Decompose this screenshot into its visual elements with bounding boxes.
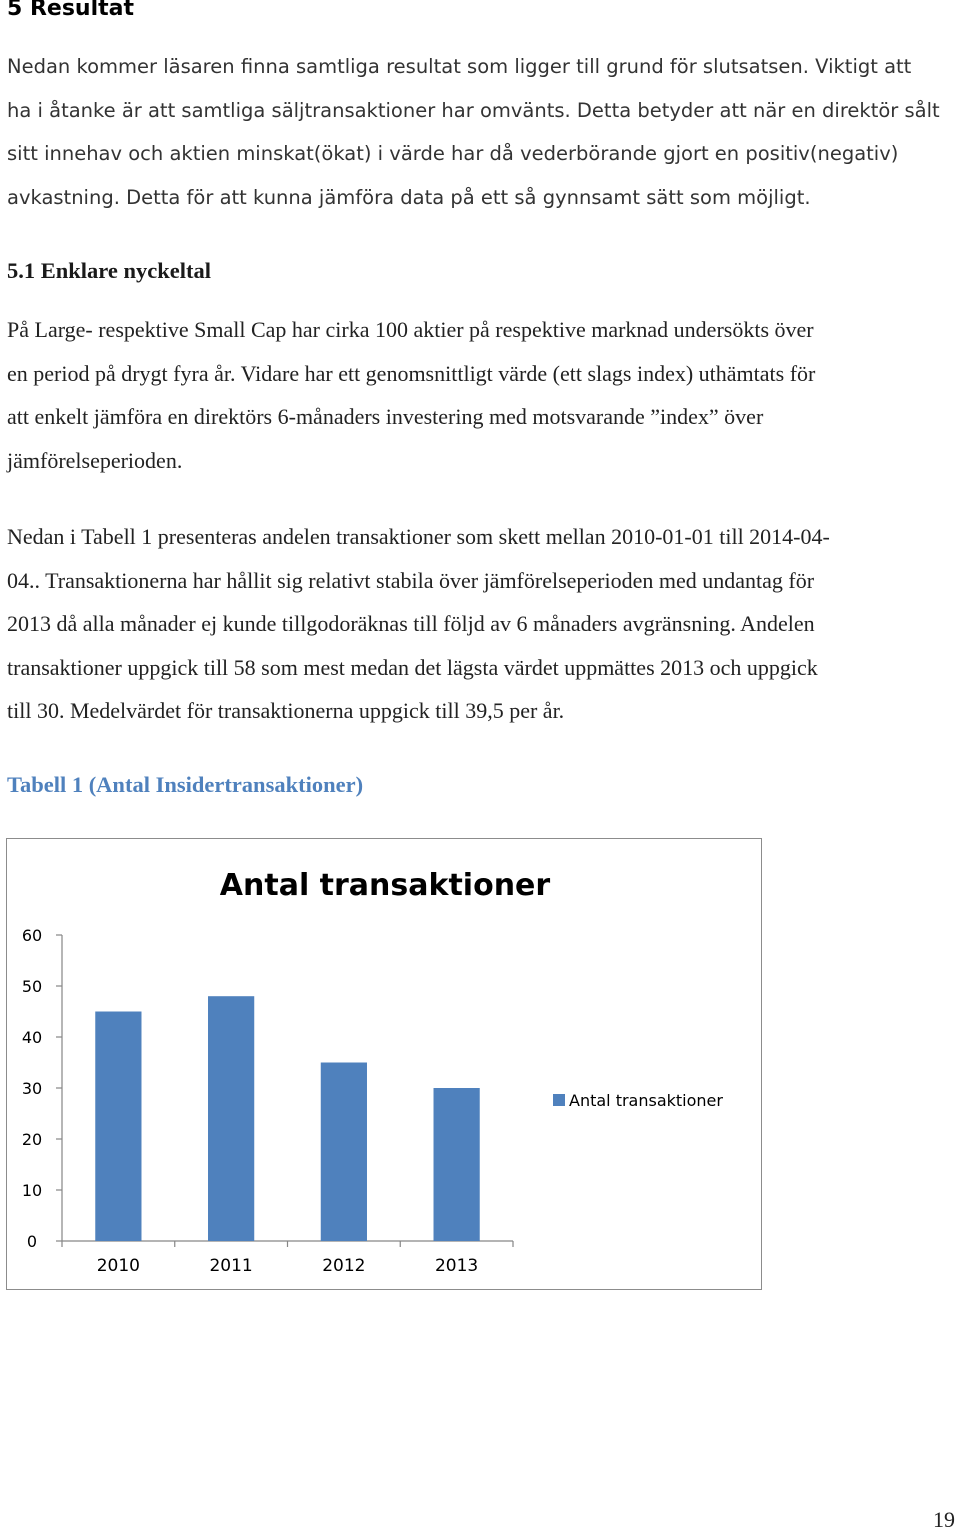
bar bbox=[95, 1012, 141, 1242]
subsection-heading: 5.1 Enklare nyckeltal bbox=[7, 258, 211, 283]
text-line: sitt innehav och aktien minskat(ökat) i värde har då vederbörande gjort en positiv(negativ) bbox=[7, 142, 899, 165]
text-line: Nedan kommer läsaren finna samtliga resultat som ligger till grund för slutsatsen. Viktigt att bbox=[7, 55, 912, 78]
x-tick-label: 2013 bbox=[434, 1256, 479, 1276]
text-line: att enkelt jämföra en direktörs 6-månaders investering med motsvarande ”index” över bbox=[7, 404, 764, 429]
text-line: en period på drygt fyra år. Vidare har ett genomsnittligt värde (ett slags index) uthämtats för bbox=[7, 360, 816, 386]
y-tick-label: 50 bbox=[21, 977, 43, 996]
text-line: Nedan i Tabell 1 presenteras andelen transaktioner som skett mellan 2010-01-01 till 2014-04- bbox=[7, 524, 830, 549]
bar bbox=[208, 996, 254, 1241]
x-tick-label: 2011 bbox=[209, 1256, 253, 1276]
text-line: jämförelseperioden. bbox=[7, 447, 183, 473]
y-tick-label: 20 bbox=[21, 1130, 43, 1149]
text-line: På Large- respektive Small Cap har cirka 100 aktier på respektive marknad undersökts över bbox=[7, 317, 814, 342]
key-figures-paragraph bbox=[7, 308, 952, 482]
text-line: 2013 då alla månader ej kunde tillgodoräknas till följd av 6 månaders avgränsning. Andelen bbox=[7, 611, 815, 636]
page-number: 19 bbox=[933, 1507, 955, 1532]
y-tick-label: 0 bbox=[26, 1232, 38, 1251]
transactions-paragraph bbox=[7, 515, 952, 733]
text-line: 04.. Transaktionerna har hållit sig relativt stabila över jämförelseperioden med undantag för bbox=[7, 567, 815, 593]
x-tick-label: 2012 bbox=[322, 1256, 366, 1276]
chart-frame bbox=[6, 838, 762, 1290]
legend-swatch bbox=[553, 1094, 565, 1106]
bar-chart bbox=[7, 839, 760, 1288]
y-tick-label: 30 bbox=[21, 1079, 43, 1098]
y-tick-label: 10 bbox=[21, 1181, 43, 1200]
table-caption: Tabell 1 (Antal Insidertransaktioner) bbox=[7, 772, 364, 797]
bar bbox=[434, 1088, 480, 1241]
x-tick-label: 2010 bbox=[96, 1256, 141, 1276]
legend-label: Antal transaktioner bbox=[569, 1091, 723, 1110]
text-line: till 30. Medelvärdet för transaktionerna uppgick till 39,5 per år. bbox=[7, 698, 565, 723]
y-tick-label: 60 bbox=[21, 926, 43, 945]
bar bbox=[321, 1063, 367, 1242]
text-line: ha i åtanke är att samtliga säljtransaktioner har omvänts. Detta betyder att när en direktör sålt bbox=[7, 98, 940, 122]
chart-title: Antal transaktioner bbox=[219, 868, 551, 903]
y-tick-label: 40 bbox=[21, 1028, 43, 1047]
text-line: transaktioner uppgick till 58 som mest medan det lägsta värdet uppmättes 2013 och uppgick bbox=[7, 654, 818, 680]
section-heading: 5 Resultat bbox=[7, 0, 135, 21]
text-line: avkastning. Detta för att kunna jämföra data på ett så gynnsamt sätt som möjligt. bbox=[7, 185, 811, 209]
intro-paragraph bbox=[7, 45, 952, 219]
